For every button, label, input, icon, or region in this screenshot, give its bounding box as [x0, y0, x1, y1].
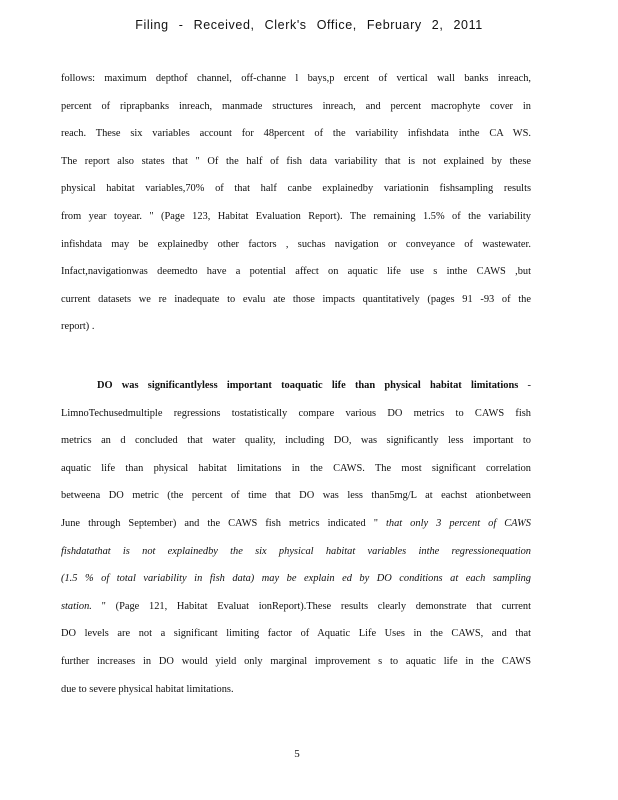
heading-dash: -: [527, 380, 531, 391]
text-line: DO levels are not a significant limiting factor of Aquatic Life Uses in the CAWS, and that: [61, 628, 531, 640]
section-heading: DO was significantlyless important toaquatic life than physical habitat limitations: [97, 380, 519, 391]
section-heading-line: [61, 372, 531, 400]
text-line: aquatic life than physical habitat limitations in the CAWS. The most significant correlation: [61, 462, 531, 474]
text-line: The report also states that " Of the half of fish data variability that is not explained by these: [61, 155, 531, 167]
filing-header: Filing - Received, Clerk's Office, February 2, 2011: [135, 18, 483, 32]
text-line: due to severe physical habitat limitations.: [61, 683, 234, 695]
text-line: percent of riprapbanks inreach, manmade structures inreach, and percent macrophyte cover in: [61, 100, 531, 112]
paragraph-habitat-variables: [61, 65, 531, 341]
quote-italic: station.: [61, 600, 92, 612]
text-line: metrics an d concluded that water quality, including DO, was significantly less important to: [61, 435, 531, 447]
paragraph-do-significance: [61, 372, 531, 703]
page-number: 5: [294, 748, 300, 760]
text-line: physical habitat variables,70% of that half canbe explainedby variationin fishsampling results: [61, 183, 531, 195]
text-line: from year toyear. " (Page 123, Habitat Evaluation Report). The remaining 1.5% of the variability: [61, 210, 531, 222]
text-line: Infact,navigationwas deemedto have a potential affect on aquatic life use s inthe CAWS ,but: [61, 266, 531, 278]
text-span: June through September) and the CAWS fish metrics indicated ": [61, 517, 378, 529]
text-line-mixed: [61, 593, 531, 621]
text-line: current datasets we re inadequate to evalu ate those impacts quantitatively (pages 91 -93 of the: [61, 293, 531, 305]
text-span: " (Page 121, Habitat Evaluat ionReport).These results clearly demonstrate that current: [101, 600, 531, 612]
text-line: follows: maximum depthof channel, off-channe l bays,p ercent of vertical wall banks inreach,: [61, 73, 531, 84]
text-line: infishdata may be explainedby other factors , suchas navigation or conveyance of wastewater.: [61, 238, 531, 250]
text-line: betweena DO metric (the percent of time that DO was less than5mg/L at eachst ationbetween: [61, 490, 531, 502]
text-line: further increases in DO would yield only marginal improvement s to aquatic life in the CAWS: [61, 655, 531, 667]
text-line: report) .: [61, 321, 95, 333]
text-line-mixed: [61, 510, 531, 538]
text-line: reach. These six variables account for 48percent of the variability infishdata inthe CA WS.: [61, 128, 531, 140]
quote-italic: that only 3 percent of CAWS: [385, 517, 531, 529]
quote-line: fishdatathat is not explainedby the six physical habitat variables inthe regressionequation: [61, 545, 531, 557]
quote-line: (1.5 % of total variability in fish data) may be explain ed by DO conditions at each sampling: [61, 573, 531, 585]
text-line: LimnoTechusedmultiple regressions tostatistically compare various DO metrics to CAWS fish: [61, 407, 531, 419]
